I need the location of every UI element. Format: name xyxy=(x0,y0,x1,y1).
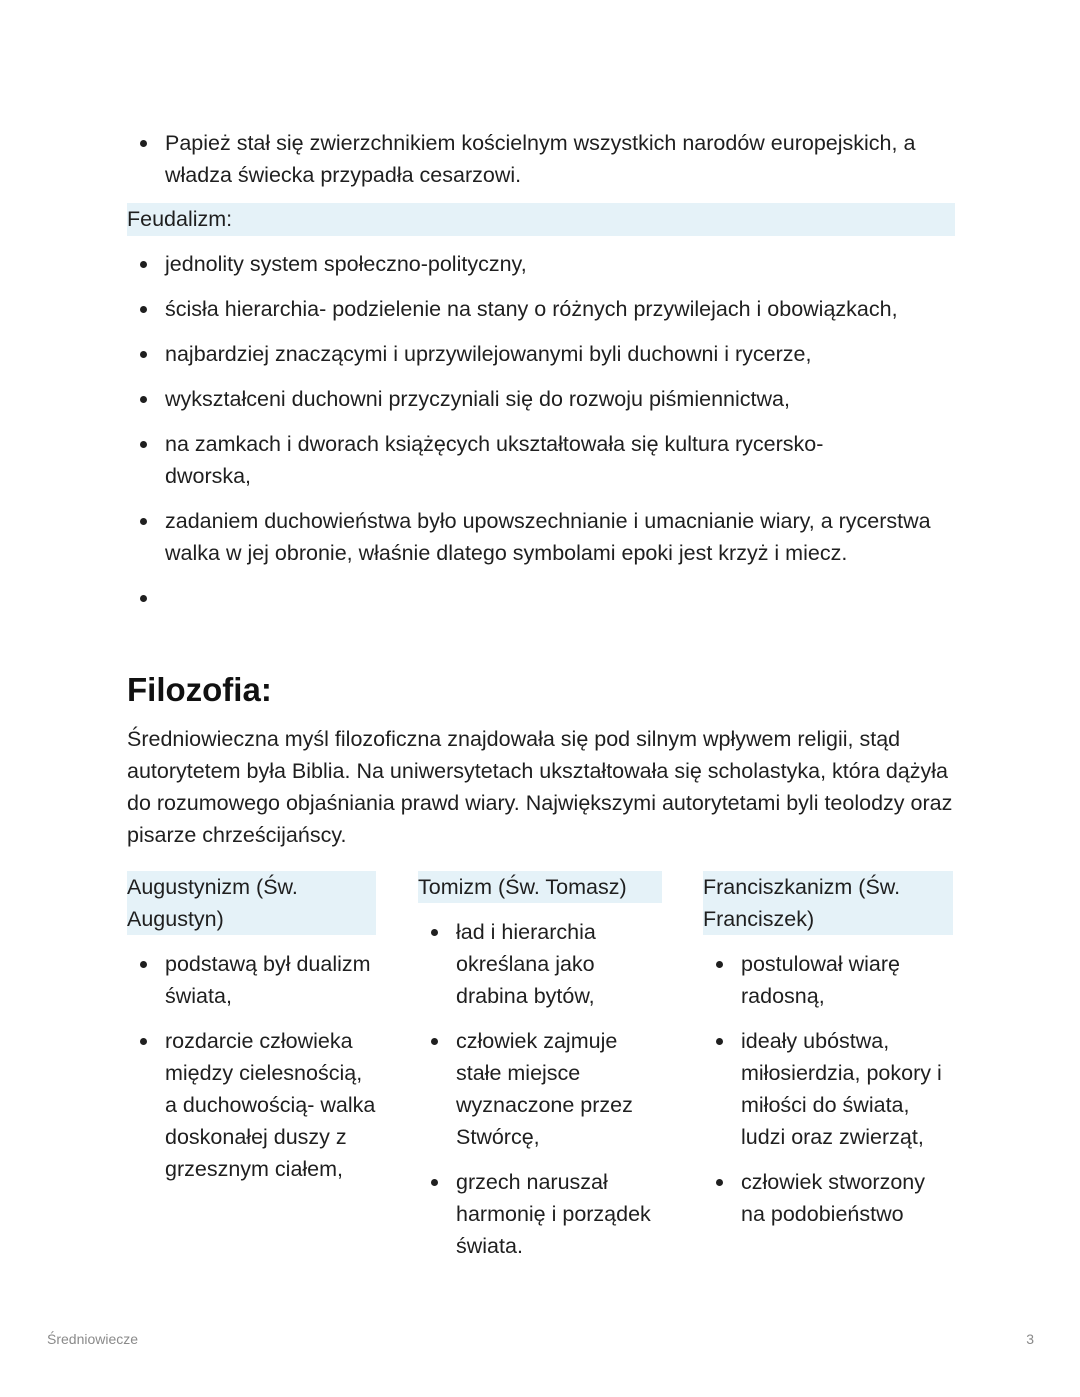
list-item xyxy=(127,383,953,415)
list-item xyxy=(127,505,965,569)
filozofia-title: Filozofia: xyxy=(127,671,272,708)
list-item xyxy=(127,1025,376,1185)
feudalizm-section xyxy=(127,203,953,236)
footer-title: Średniowiecze xyxy=(47,1331,139,1347)
list-item xyxy=(703,1166,953,1230)
column-heading: Franciszkanizm (Św. Franciszek) xyxy=(703,871,953,935)
feudalizm-item-text: ścisła hierarchia- podzielenie na stany o różnych przywilejach i obowiązkach, xyxy=(165,297,898,321)
list-item xyxy=(703,948,953,1012)
list-item xyxy=(418,1166,662,1262)
column-franciszkanizm xyxy=(703,871,953,1230)
column-item-text: człowiek stworzony na podobieństwo xyxy=(741,1170,925,1226)
feudalizm-item-text: najbardziej znaczącymi i uprzywilejowanymi byli duchowni i rycerze, xyxy=(165,342,812,366)
list-item xyxy=(703,1025,953,1153)
column-item-text: podstawą był dualizm świata, xyxy=(165,952,371,1008)
column-item-text: ideały ubóstwa, miłosierdzia, pokory i miłości do świata, ludzi oraz zwierząt, xyxy=(741,1029,942,1149)
column-item-text: grzech naruszał harmonię i porządek świata. xyxy=(456,1170,651,1258)
feudalizm-list xyxy=(127,248,953,614)
list-item xyxy=(127,338,953,370)
list-item xyxy=(127,248,953,280)
feudalizm-item-text: wykształceni duchowni przyczyniali się do rozwoju piśmiennictwa, xyxy=(165,387,790,411)
intro-bullet-text: Papież stał się zwierzchnikiem kościelnym wszystkich narodów europejskich, a władza świecka przypadła cesarzowi. xyxy=(165,131,916,187)
column-item-text: człowiek zajmuje stałe miejsce wyznaczone przez Stwórcę, xyxy=(456,1029,633,1149)
feudalizm-item-text: zadaniem duchowieństwa było upowszechnianie i umacnianie wiary, a rycerstwa walka w jej obronie, właśnie dlatego symbolami epoki jest krzyż i miecz. xyxy=(165,509,931,565)
list-item xyxy=(127,948,376,1012)
feudalizm-item-text: jednolity system społeczno-polityczny, xyxy=(165,252,527,276)
column-item-text: ład i hierarchia określana jako drabina bytów, xyxy=(456,920,596,1008)
list-item xyxy=(418,1025,662,1153)
list-item-empty xyxy=(127,582,953,614)
feudalizm-heading: Feudalizm: xyxy=(127,203,955,236)
list-item xyxy=(127,293,953,325)
column-heading: Augustynizm (Św. Augustyn) xyxy=(127,871,376,935)
intro-section xyxy=(127,127,953,191)
list-item xyxy=(418,916,662,1012)
feudalizm-item-text: na zamkach i dworach książęcych ukształtowała się kultura rycersko-dworska, xyxy=(165,432,824,488)
column-item-text: postulował wiarę radosną, xyxy=(741,952,900,1008)
column-heading: Tomizm (Św. Tomasz) xyxy=(418,871,662,903)
column-item-text: rozdarcie człowieka między cielesnością, a duchowością- walka doskonałej duszy z grzesznym ciałem, xyxy=(165,1029,376,1181)
column-augustynizm xyxy=(127,871,376,1185)
page-number: 3 xyxy=(1026,1331,1034,1347)
filozofia-paragraph: Średniowieczna myśl filozoficzna znajdowała się pod silnym wpływem religii, stąd autorytetem była Biblia. Na uniwersytetach ukształtowała się scholastyka, która dążyła do rozumowego objaśniania prawd wiary. Największymi autorytetami byli teolodzy oraz pisarze chrześcijańscy. xyxy=(127,727,953,847)
list-item xyxy=(127,127,953,191)
column-tomizm xyxy=(418,871,662,1262)
list-item xyxy=(127,428,885,492)
